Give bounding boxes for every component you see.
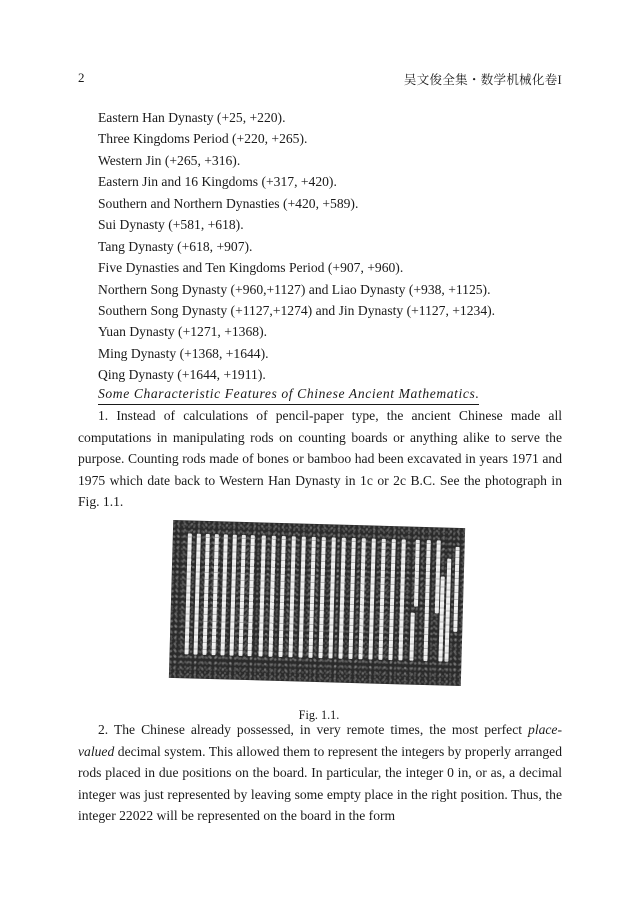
rod	[328, 537, 335, 658]
dynasty-item: Yuan Dynasty (+1271, +1368).	[98, 324, 267, 340]
counting-rods-photo	[169, 520, 465, 686]
rod	[298, 537, 305, 658]
rod	[221, 534, 228, 655]
rod	[288, 536, 295, 657]
running-head	[78, 70, 562, 88]
rod	[203, 534, 210, 655]
rod	[423, 540, 430, 661]
rod	[268, 536, 275, 657]
rod	[348, 538, 355, 659]
rod	[398, 539, 405, 660]
section-heading: Some Characteristic Features of Chinese Ancient Mathematics.	[98, 384, 479, 405]
rod	[414, 540, 420, 607]
paragraph-2	[78, 719, 562, 827]
dynasty-item: Sui Dynasty (+581, +618).	[98, 217, 244, 233]
rod	[258, 535, 265, 656]
paragraph-1-text: 1. Instead of calculations of pencil-paper type, the ancient Chinese made all computations in manipulating rods on counting boards or anything alike to serve the purpose. Counting rods made of bones or bamboo had been excavated in years 1971 and 1975 which date back to Western Han Dynasty in 1c or 2c B.C. See the photograph in Fig. 1.1.	[78, 408, 562, 509]
rod	[278, 536, 285, 657]
rod	[368, 539, 375, 660]
dynasty-item: Ming Dynasty (+1368, +1644).	[98, 345, 269, 361]
dynasty-item: Western Jin (+265, +316).	[98, 152, 241, 168]
rod	[185, 533, 192, 654]
dynasty-list	[98, 107, 495, 386]
rod	[378, 539, 385, 660]
rod	[318, 537, 325, 658]
dynasty-item: Eastern Han Dynasty (+25, +220).	[98, 110, 286, 125]
paragraph-2-emphasis: place-valued	[78, 722, 562, 759]
dynasty-item: Eastern Jin and 16 Kingdoms (+317, +420).	[98, 174, 337, 190]
paragraph-2-lead: 2. The Chinese already possessed, in very remote times, the most perfect	[98, 722, 529, 737]
paragraph-1	[78, 405, 562, 513]
rod	[338, 538, 345, 659]
rod	[358, 538, 365, 659]
rod	[229, 535, 236, 656]
dynasty-item: Tang Dynasty (+618, +907).	[98, 238, 253, 254]
rod	[238, 535, 245, 656]
rod	[388, 539, 395, 660]
paragraph-2-rest: decimal system. This allowed them to represent the integers by properly arranged rods placed in due positions on the board. In particular, the integer 0 in, or as, a decimal integer was just represented by leaving some empty place in the right position. Thus, the integer 22022 will be represented on the board in the form	[78, 743, 562, 823]
rod	[409, 612, 414, 660]
dynasty-item: Qing Dynasty (+1644, +1911).	[98, 367, 266, 383]
rods-group	[183, 533, 449, 661]
rod	[194, 534, 201, 655]
rod	[247, 535, 254, 656]
rod	[308, 537, 315, 658]
rod	[453, 547, 459, 632]
dynasty-item: Five Dynasties and Ten Kingdoms Period (+907, +960).	[98, 260, 404, 276]
running-title: 吴文俊全集・数学机械化卷I	[403, 73, 562, 87]
dynasty-item: Northern Song Dynasty (+960,+1127) and Liao Dynasty (+938, +1125).	[98, 281, 491, 297]
dynasty-item: Three Kingdoms Period (+220, +265).	[98, 131, 308, 147]
rod	[444, 559, 451, 662]
rod	[212, 534, 219, 655]
dynasty-item: Southern and Northern Dynasties (+420, +589).	[98, 195, 359, 211]
page-number: 2	[78, 70, 85, 85]
dynasty-item: Southern Song Dynasty (+1127,+1274) and Jin Dynasty (+1127, +1234).	[98, 302, 496, 318]
figure-counting-rods	[168, 520, 466, 688]
figure-caption: Fig. 1.1.	[298, 708, 340, 722]
